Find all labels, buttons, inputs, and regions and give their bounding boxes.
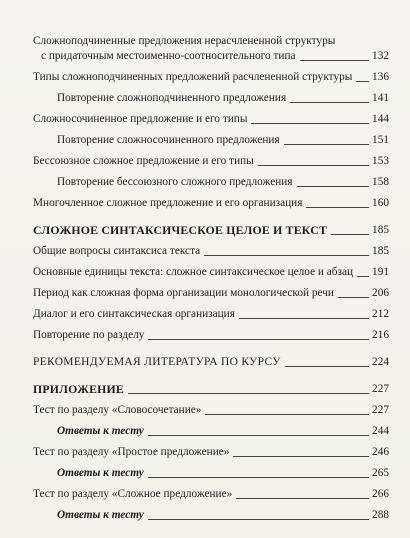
toc-entry [33,174,389,189]
leader-dots [285,366,369,367]
leader-dots [148,477,369,478]
toc-entry-title: Тест по разделу «Словосочетание» [33,404,202,416]
leader-dots [300,60,369,61]
toc-section-title: СЛОЖНОЕ СИНТАКСИЧЕСКОЕ ЦЕЛОЕ И ТЕКСТ [33,223,328,237]
toc-entry-title: Период как сложная форма организации монологической речи [33,287,334,299]
toc-entry-title: Тест по разделу «Простое предложение» [33,446,230,458]
toc-page-number: 191 [372,266,389,278]
leader-dots [128,393,369,394]
leader-dots [148,519,369,520]
toc-entry-title: Основные единицы текста: сложное синтаксическое целое и абзац [33,266,354,278]
leader-dots [258,165,369,166]
leader-dots [357,276,369,277]
toc-entry-title: Многочленное сложное предложение и его организация [33,197,303,209]
leader-dots [204,255,369,256]
toc-entry-title: Ответы к тесту [57,467,144,479]
toc-entry [33,195,389,210]
toc-entry-title: Тест по разделу «Сложное предложение» [33,488,233,500]
toc-section-entry [33,354,389,369]
toc-page-number: 160 [372,197,389,209]
leader-dots [306,207,369,208]
toc-entry [33,243,389,258]
toc-page-number: 227 [372,404,389,416]
toc-page-number: 185 [372,224,389,236]
toc-page-number: 227 [372,383,389,395]
leader-dots [205,414,369,415]
toc-entry-title: Повторение по разделу [33,329,145,341]
toc-entry-title: Повторение сложносочиненного предложения [57,134,280,146]
leader-dots [290,102,369,103]
toc-entry [33,507,389,522]
leader-dots [236,498,369,499]
toc-section-title: РЕКОМЕНДУЕМАЯ ЛИТЕРАТУРА ПО КУРСУ [33,356,281,368]
toc-entry [33,69,389,84]
toc-entry-title: Типы сложноподчиненных предложений расчлененной структуры [33,71,353,83]
leader-dots [284,144,369,145]
toc-entry-title: с придаточным местоименно-соотносительного типа [41,50,296,62]
toc-section-entry [33,381,389,396]
toc-entry [33,132,389,147]
toc-page-number: 153 [372,155,389,167]
toc-page-number: 132 [372,50,389,62]
toc-entry-title: Повторение бессоюзного сложного предложения [57,176,293,188]
toc-entry-title: Диалог и его синтаксическая организация [33,308,235,320]
toc-entry-title: Ответы к тесту [57,425,144,437]
leader-dots [148,339,369,340]
toc-entry [33,48,389,63]
toc-page-number: 141 [372,92,389,104]
toc-section-entry [33,222,389,237]
toc-page-number: 246 [372,446,389,458]
toc-page-number: 265 [372,467,389,479]
toc-entry [33,486,389,501]
toc-page-number: 266 [372,488,389,500]
toc-page-number: 224 [372,356,389,368]
toc-entry [33,444,389,459]
leader-dots [331,234,369,235]
toc-entry [33,264,389,279]
toc-entry [33,465,389,480]
toc-entry-title: Бессоюзное сложное предложение и его типы [33,155,254,167]
toc-entry [33,402,389,417]
leader-dots [356,81,369,82]
leader-dots [338,297,369,298]
toc-page-number: 151 [372,134,389,146]
toc-page-number: 158 [372,176,389,188]
toc-page-number: 216 [372,329,389,341]
toc-entry [33,327,389,342]
toc-entry-title: Сложносочиненное предложение и его типы [33,113,248,125]
toc-entry-title: Общие вопросы синтаксиса текста [33,245,201,257]
toc-section-title: ПРИЛОЖЕНИЕ [33,382,124,396]
toc-entry [33,306,389,321]
toc-page-number: 212 [372,308,389,320]
toc-entry-title: Ответы к тесту [57,509,144,521]
leader-dots [251,123,369,124]
toc-page-number: 136 [372,71,389,83]
table-of-contents [33,34,389,522]
toc-page-number: 206 [372,287,389,299]
toc-entry [33,423,389,438]
leader-dots [148,435,369,436]
toc-page-number: 244 [372,425,389,437]
toc-entry [33,90,389,105]
toc-page-number: 288 [372,509,389,521]
leader-dots [233,456,369,457]
leader-dots [239,318,369,319]
toc-entry [33,153,389,168]
toc-entry-title: Сложноподчиненные предложения нерасчлененной структуры [33,35,336,47]
toc-page-number: 185 [372,245,389,257]
toc-entry [33,285,389,300]
toc-entry [33,111,389,126]
toc-page-number: 144 [372,113,389,125]
toc-entry-title: Повторение сложноподчиненного предложения [57,92,287,104]
leader-dots [297,186,370,187]
